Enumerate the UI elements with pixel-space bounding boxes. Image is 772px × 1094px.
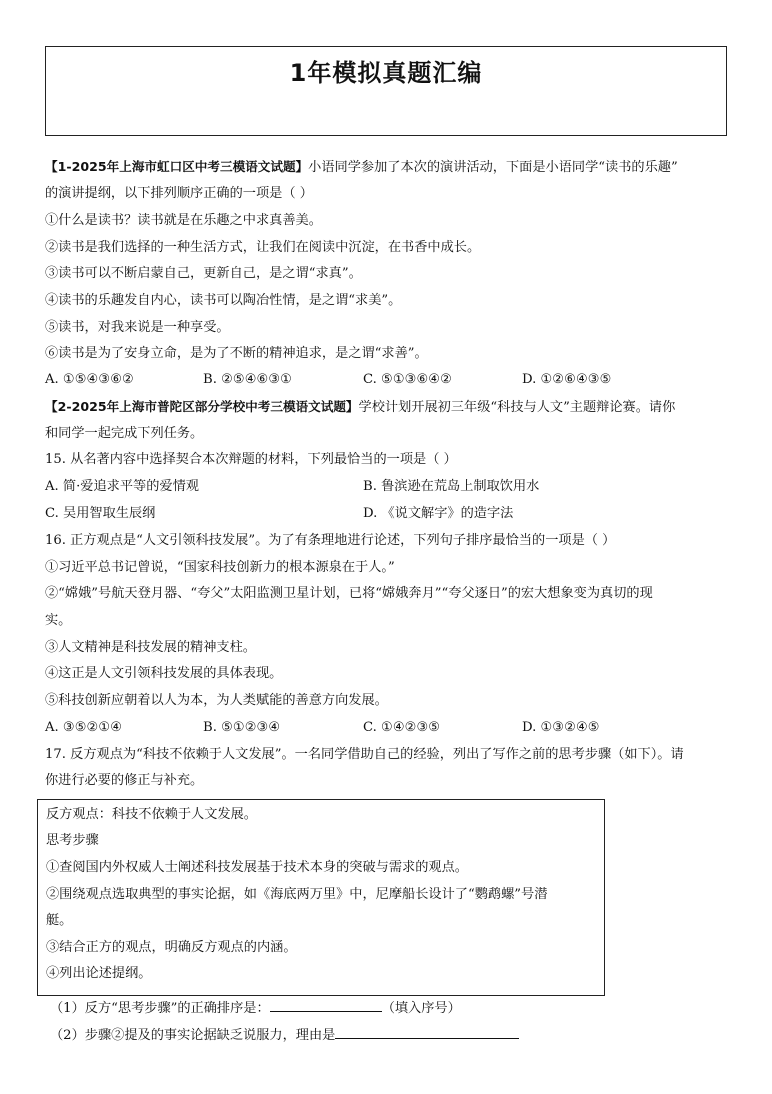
box-line-7: ④列出论述提纲。 xyxy=(46,966,152,981)
q17-sub1-answer-blank[interactable] xyxy=(270,997,382,1012)
box-line-6: ③结合正方的观点，明确反方观点的内涵。 xyxy=(46,940,297,955)
q2-intro-line2: 和同学一起完成下列任务。 xyxy=(45,426,204,441)
q16-option-d[interactable]: D. ①③②④⑤ xyxy=(522,720,600,735)
q17-stem-line2: 你进行必要的修正与补充。 xyxy=(45,773,204,788)
q1-stem-line2: 的演讲提纲，以下排列顺序正确的一项是（ ） xyxy=(45,186,313,201)
q16-item-3: ③人文精神是科技发展的精神支柱。 xyxy=(45,640,256,655)
q16-option-b[interactable]: B. ⑤①②③④ xyxy=(203,720,281,735)
q1-stem-text: 小语同学参加了本次的演讲活动，下面是小语同学“读书的乐趣” xyxy=(308,160,678,175)
q1-item-4: ④读书的乐趣发自内心，读书可以陶冶性情，是之谓“求美”。 xyxy=(45,293,402,308)
q15-option-b[interactable]: B. 鲁滨逊在荒岛上制取饮用水 xyxy=(363,479,540,494)
q16-item-4: ④这正是人文引领科技发展的具体表现。 xyxy=(45,666,283,681)
q17-sub2-prefix: （2）步骤②提及的事实论据缺乏说服力，理由是 xyxy=(50,1028,336,1043)
q1-item-1: ①什么是读书？读书就是在乐趣之中求真善美。 xyxy=(45,213,322,228)
title-box xyxy=(45,46,727,136)
q1-item-6: ⑥读书是为了安身立命，是为了不断的精神追求，是之谓“求善”。 xyxy=(45,346,428,361)
q1-item-3: ③读书可以不断启蒙自己，更新自己，是之谓“求真”。 xyxy=(45,266,362,281)
q1-item-5: ⑤读书，对我来说是一种享受。 xyxy=(45,320,230,335)
thinking-steps-box xyxy=(37,799,605,996)
q15-stem: 15. 从名著内容中选择契合本次辩题的材料，下列最恰当的一项是（ ） xyxy=(45,452,457,467)
page-title: 1年模拟真题汇编 xyxy=(289,59,483,87)
box-line-5: 艇。 xyxy=(46,913,73,928)
q16-option-a[interactable]: A. ③⑤②①④ xyxy=(45,720,123,735)
q16-item-1: ①习近平总书记曾说，“国家科技创新力的根本源泉在于人。” xyxy=(45,560,395,575)
q2-intro-line1 xyxy=(45,398,675,417)
q16-item-5: ⑤科技创新应朝着以人为本，为人类赋能的善意方向发展。 xyxy=(45,693,388,708)
q17-sub1 xyxy=(50,997,461,1018)
q15-option-c[interactable]: C. 吴用智取生辰纲 xyxy=(45,506,156,521)
q17-sub1-prefix: （1）反方“思考步骤”的正确排序是： xyxy=(50,1001,270,1016)
box-line-1: 反方观点：科技不依赖于人文发展。 xyxy=(46,807,257,822)
q16-item-2: ②“嫦娥”号航天登月器、“夸父”太阳监测卫星计划，已将“嫦娥奔月”“夸父逐日”的宏大想象变为真切的现 xyxy=(45,586,653,601)
q17-sub2 xyxy=(50,1024,519,1045)
q17-stem-line1: 17. 反方观点为“科技不依赖于人文发展”。一名同学借助自己的经验，列出了写作之前的思考步骤（如下）。请 xyxy=(45,747,684,762)
q16-item-2-cont: 实。 xyxy=(45,613,72,628)
q2-intro-text: 学校计划开展初三年级“科技与人文”主题辩论赛。请你 xyxy=(358,400,676,415)
box-line-2: 思考步骤 xyxy=(46,833,99,848)
box-line-3: ①查阅国内外权威人士阐述科技发展基于技术本身的突破与需求的观点。 xyxy=(46,860,468,875)
q1-option-b[interactable]: B. ②⑤④⑥③① xyxy=(203,372,293,387)
q1-option-a[interactable]: A. ①⑤④③⑥② xyxy=(45,372,134,387)
q1-source: 【1-2025年上海市虹口区中考三模语文试题】 xyxy=(45,159,309,174)
q1-option-c[interactable]: C. ⑤①③⑥④② xyxy=(363,372,452,387)
q17-sub1-suffix: （填入序号） xyxy=(381,1001,461,1016)
q16-option-c[interactable]: C. ①④②③⑤ xyxy=(363,720,441,735)
q1-stem-line1 xyxy=(45,158,678,177)
q1-item-2: ②读书是我们选择的一种生活方式，让我们在阅读中沉淀，在书香中成长。 xyxy=(45,240,481,255)
q17-sub2-answer-blank[interactable] xyxy=(335,1024,519,1039)
q1-option-d[interactable]: D. ①②⑥④③⑤ xyxy=(522,372,612,387)
box-line-4: ②围绕观点选取典型的事实论据，如《海底两万里》中，尼摩船长设计了“鹦鹉螺”号潜 xyxy=(46,887,548,902)
q15-option-a[interactable]: A. 简·爱追求平等的爱情观 xyxy=(45,479,199,494)
q16-stem: 16. 正方观点是“人文引领科技发展”。为了有条理地进行论述，下列句子排序最恰当的一项是（ ） xyxy=(45,533,616,548)
q2-source: 【2-2025年上海市普陀区部分学校中考三模语文试题】 xyxy=(45,399,359,414)
q15-option-d[interactable]: D. 《说文解字》的造字法 xyxy=(363,506,514,521)
